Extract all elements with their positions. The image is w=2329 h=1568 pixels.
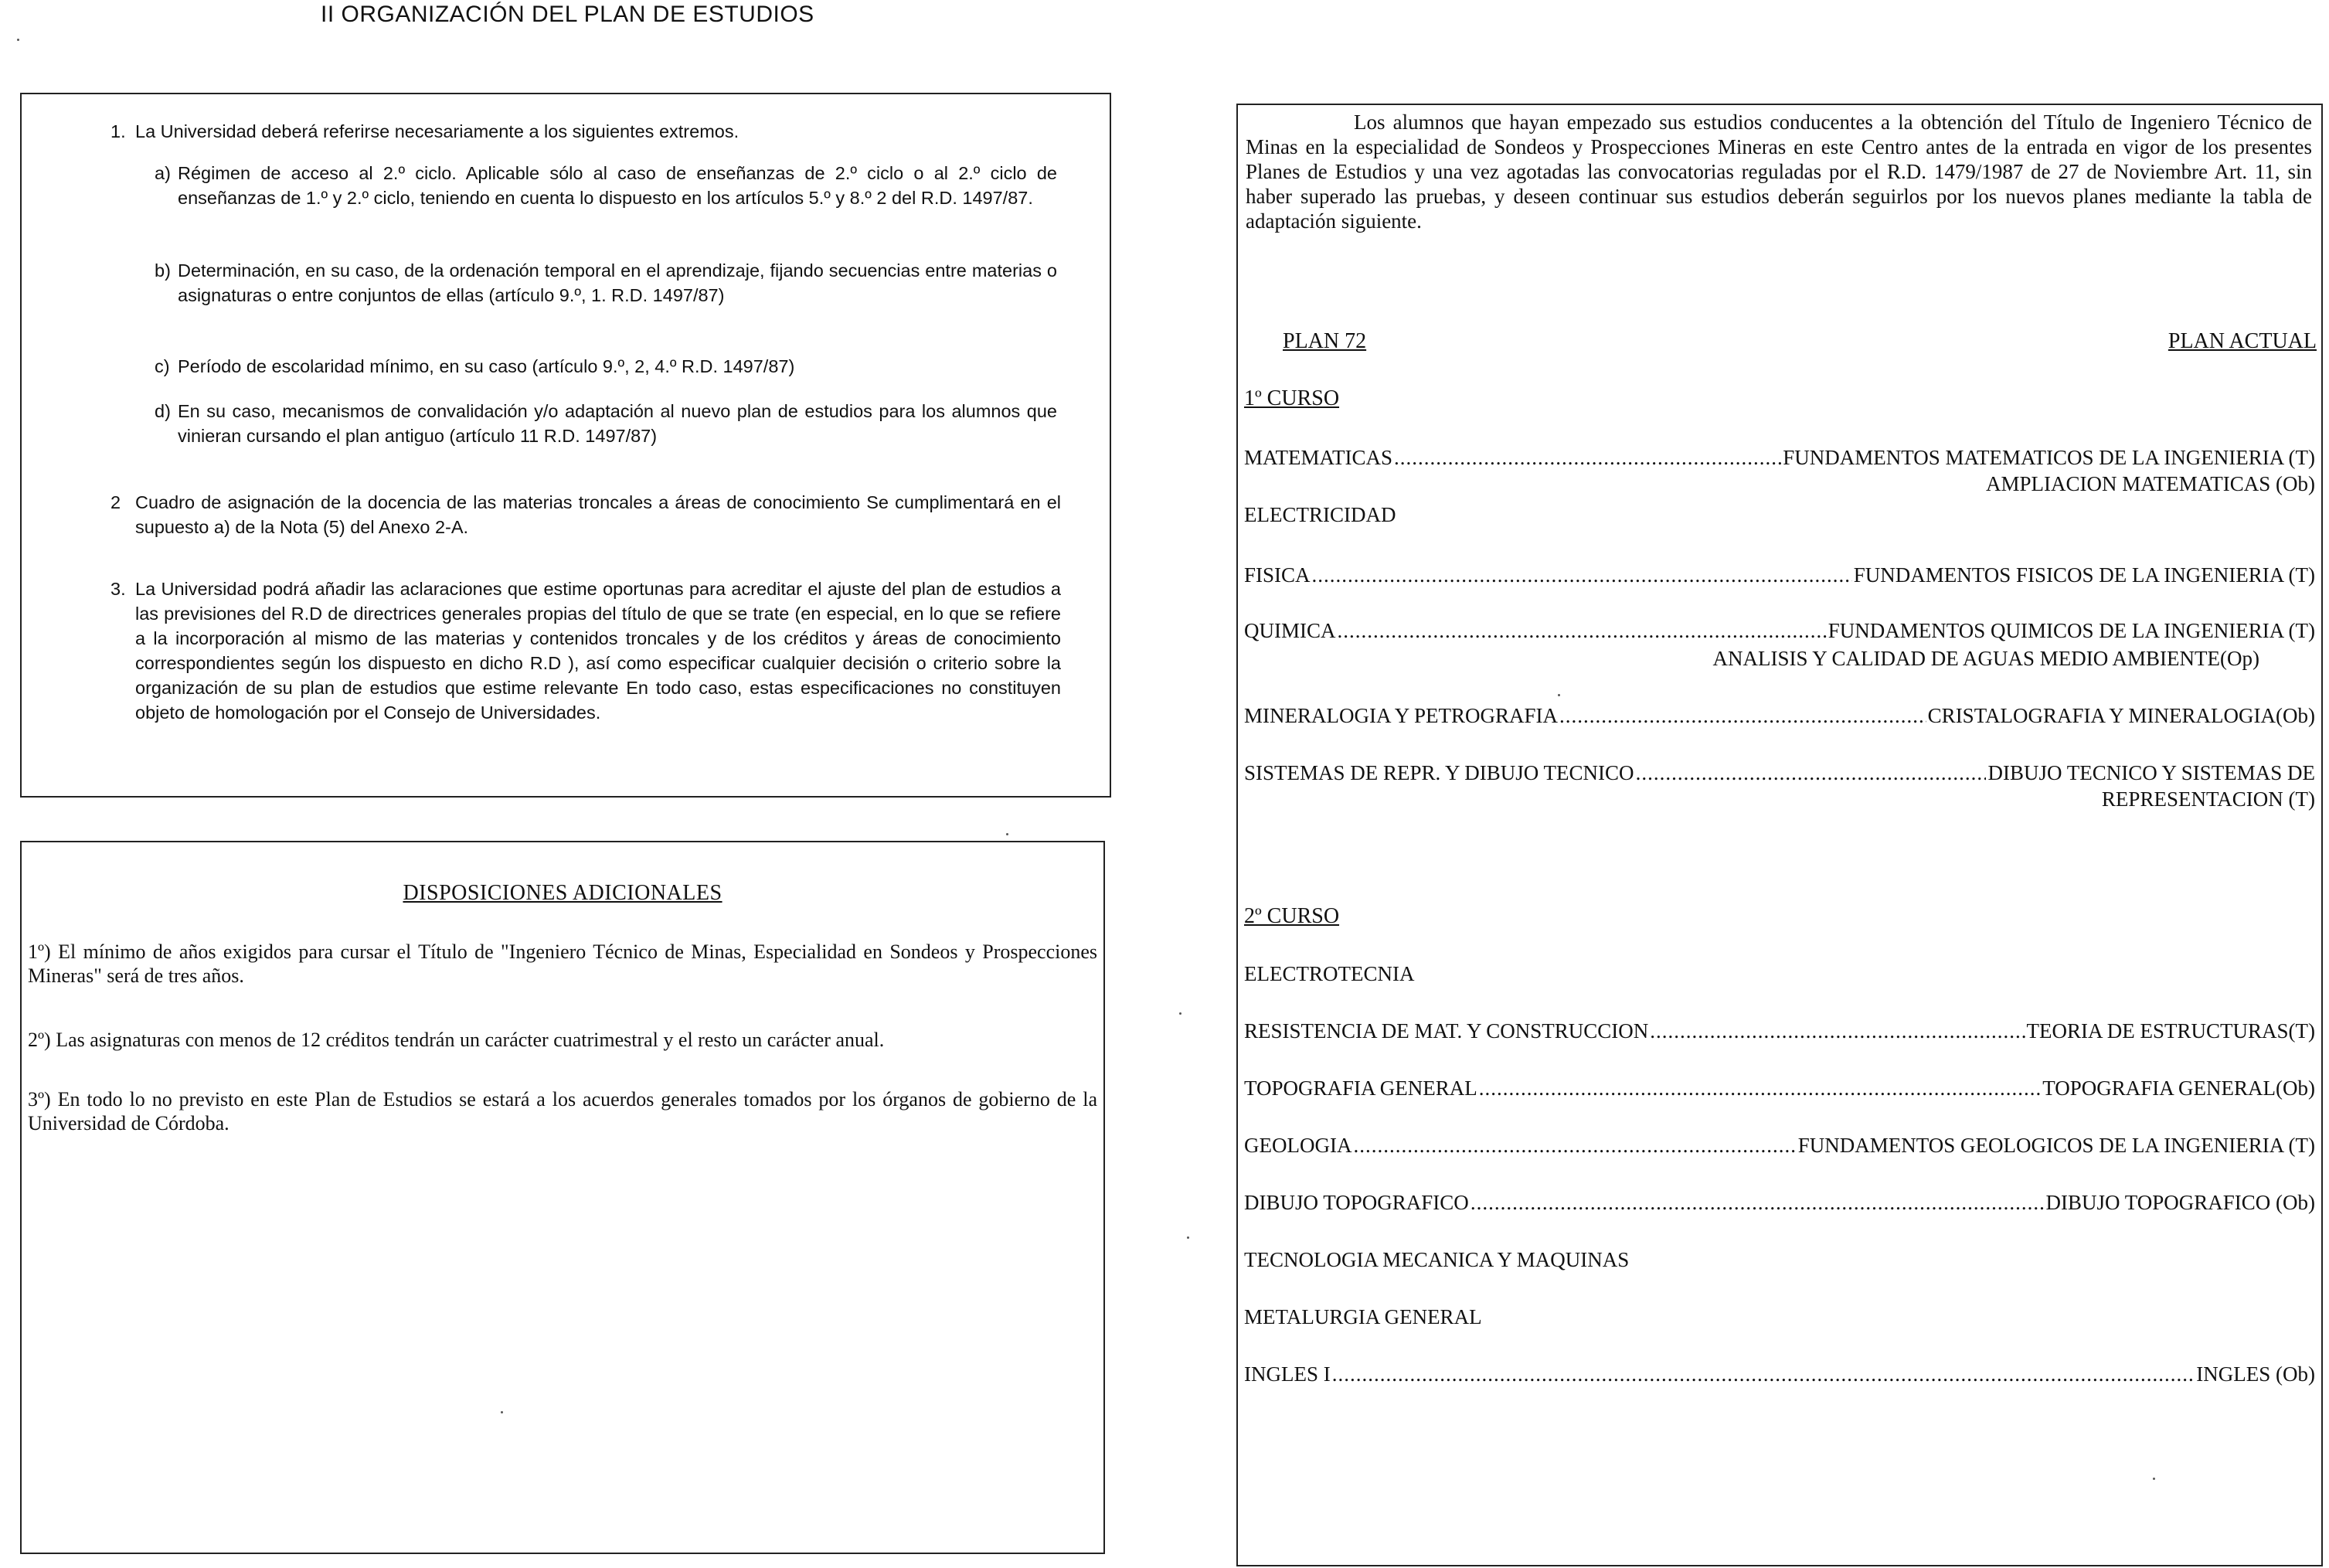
org-subitem-text: Régimen de acceso al 2.º ciclo. Aplicable sólo al caso de enseñanzas de 2.º ciclo o al 2.º ciclo de enseñanzas de 1.º y 2.º ciclo, teniendo en cuenta lo dispuesto en los artículos 5.º y 8.º 2 del R.D. 1497/87. (178, 163, 1057, 208)
leader-dots (1470, 1190, 2045, 1215)
plan-new-subject: DIBUJO TOPOGRAFICO (Ob) (2045, 1191, 2315, 1214)
disposicion-2: 2º) Las asignaturas con menos de 12 créditos tendrán un carácter cuatrimestral y el resto un carácter anual. (28, 1029, 885, 1051)
organization-box (20, 93, 1111, 798)
scan-speck (2153, 1478, 2155, 1480)
plan-old-subject: DIBUJO TOPOGRAFICO (1244, 1191, 1469, 1214)
org-item-text: La Universidad podrá añadir las aclaraciones que estime oportunas para acreditar el ajuste del plan de estudios a las previsiones del R.D de directrices generales propias del título de que se trate (en especial, en lo que se refiere a la incorporación al mismo de las materias y contenidos troncales y de los créditos y áreas de conocimiento correspondientes según los dispuesto en dicho R.D ), así como especificar cualquier decisión o criterio sobre la organización de su plan de estudios que estime relevante En todo caso, estas especificaciones no constituyen objeto de homologación por el Consejo de Universidades. (135, 579, 1061, 723)
plan-new-subject: INGLES (Ob) (2196, 1362, 2315, 1386)
scan-speck (1006, 833, 1008, 835)
plan-new-subject: CRISTALOGRAFIA Y MINERALOGIA(Ob) (1927, 704, 2315, 727)
plan-old-subject: MINERALOGIA Y PETROGRAFIA (1244, 704, 1559, 727)
leader-dots (1338, 618, 1827, 643)
org-subitem-label: a) (155, 163, 171, 183)
adaptation-box (1236, 104, 2323, 1566)
curso-2-heading: 2º CURSO (1244, 904, 1340, 928)
org-item-text: La Universidad deberá referirse necesariamente a los siguientes extremos. (135, 121, 740, 141)
table-row (1244, 1190, 2315, 1215)
table-row (1244, 760, 2315, 785)
org-item-number: 3. (110, 579, 126, 599)
org-subitem-label: d) (155, 401, 171, 421)
org-item-text: Cuadro de asignación de la docencia de las materias troncales a áreas de conocimiento Se cumplimentará en el supuesto a) de la Nota (5) del Anexo 2-A. (135, 492, 1061, 537)
plan-old-subject: TECNOLOGIA MECANICA Y MAQUINAS (1244, 1248, 1630, 1271)
plan-new-heading: PLAN ACTUAL (2168, 329, 2317, 353)
leader-dots (1312, 563, 1852, 587)
org-item-number: 2 (110, 492, 121, 512)
leader-dots (1353, 1133, 1796, 1158)
plan-new-subject: TEORIA DE ESTRUCTURAS(T) (2026, 1019, 2315, 1042)
org-subitem-text: En su caso, mecanismos de convalidación y/o adaptación al nuevo plan de estudios para los alumnos que vinieran cursando el plan antiguo (artículo 11 R.D. 1497/87) (178, 401, 1057, 446)
scan-speck (1558, 694, 1560, 696)
plan-new-subject: FUNDAMENTOS GEOLOGICOS DE LA INGENIERIA (T) (1797, 1134, 2315, 1157)
plan-old-subject: ELECTROTECNIA (1244, 962, 1415, 985)
org-subitem-text: Período de escolaridad mínimo, en su caso (artículo 9.º, 2, 4.º R.D. 1497/87) (178, 356, 795, 376)
plan-new-subject-extra: REPRESENTACION (T) (2101, 787, 2315, 811)
plan-old-subject: GEOLOGIA (1244, 1134, 1352, 1157)
leader-dots (1394, 445, 1781, 470)
plan-old-subject: MATEMATICAS (1244, 446, 1393, 469)
plan-new-subject: FUNDAMENTOS QUIMICOS DE LA INGENIERIA (T) (1828, 619, 2315, 642)
table-row (1244, 703, 2315, 728)
curso-1-heading: 1º CURSO (1244, 386, 1340, 410)
plan-old-subject: METALURGIA GENERAL (1244, 1305, 1482, 1328)
leader-dots (1332, 1362, 2195, 1386)
table-row (1244, 563, 2315, 587)
table-row (1244, 1019, 2315, 1043)
leader-dots (1636, 760, 1987, 785)
table-row (1244, 445, 2315, 470)
plan-old-subject: TOPOGRAFIA GENERAL (1244, 1077, 1477, 1100)
org-subitem-label: c) (155, 356, 170, 376)
org-subitem-label: b) (155, 260, 171, 281)
table-row (1244, 1076, 2315, 1100)
leader-dots (1479, 1076, 2041, 1100)
scan-speck (17, 39, 19, 41)
scan-speck (1179, 1012, 1182, 1015)
plan-new-subject-extra: ANALISIS Y CALIDAD DE AGUAS MEDIO AMBIENTE(Op) (1712, 647, 2259, 670)
plan-new-subject: TOPOGRAFIA GENERAL(Ob) (2042, 1077, 2315, 1100)
plan-old-subject: QUIMICA (1244, 619, 1336, 642)
org-item-number: 1. (110, 121, 126, 141)
plan-old-subject: SISTEMAS DE REPR. Y DIBUJO TECNICO (1244, 761, 1634, 784)
org-subitem-text: Determinación, en su caso, de la ordenación temporal en el aprendizaje, fijando secuencias entre materias o asignaturas o entre conjuntos de ellas (artículo 9.º, 1. R.D. 1497/87) (178, 260, 1057, 305)
table-row (1244, 618, 2315, 643)
page-title: II ORGANIZACIÓN DEL PLAN DE ESTUDIOS (321, 2, 814, 27)
leader-dots (1559, 703, 1926, 728)
disposiciones-heading: DISPOSICIONES ADICIONALES (403, 881, 722, 905)
plan-old-heading: PLAN 72 (1283, 329, 1367, 353)
disposicion-1: 1º) El mínimo de años exigidos para cursar el Título de "Ingeniero Técnico de Minas, Especialidad en Sondeos y Prospecciones Mineras" será de tres años. (28, 940, 1097, 987)
table-row (1244, 1133, 2315, 1158)
table-row (1244, 1362, 2315, 1386)
disposicion-3: 3º) En todo lo no previsto en este Plan de Estudios se estará a los acuerdos generales tomados por los órganos de gobierno de la Universidad de Córdoba. (28, 1088, 1097, 1134)
plan-old-subject: ELECTRICIDAD (1244, 503, 1396, 526)
plan-new-subject-extra: AMPLIACION MATEMATICAS (Ob) (1985, 472, 2315, 495)
plan-new-subject: FUNDAMENTOS MATEMATICOS DE LA INGENIERIA (T) (1783, 446, 2315, 469)
scan-speck (1187, 1236, 1189, 1239)
disposiciones-box (20, 841, 1105, 1554)
plan-old-subject: RESISTENCIA DE MAT. Y CONSTRUCCION (1244, 1019, 1649, 1042)
plan-old-subject: FISICA (1244, 563, 1311, 587)
scan-speck (501, 1411, 503, 1413)
plan-new-subject: DIBUJO TECNICO Y SISTEMAS DE (1987, 761, 2315, 784)
plan-old-subject: INGLES I (1244, 1362, 1331, 1386)
plan-new-subject: FUNDAMENTOS FISICOS DE LA INGENIERIA (T) (1853, 563, 2315, 587)
adaptation-intro: Los alumnos que hayan empezado sus estudios conducentes a la obtención del Título de Ingeniero Técnico de Minas en la especialidad de Sondeos y Prospecciones Mineras en este Centro antes de la entrada en vigor de los presentes Planes de Estudios y una vez agotadas las convocatorias reguladas por el R.D. 1479/1987 de 27 de Noviembre Art. 11, sin haber superado las pruebas, y deseen continuar sus estudios deberán seguirlos por los nuevos planes mediante la tabla de adaptación siguiente. (1246, 111, 2312, 233)
leader-dots (1650, 1019, 2025, 1043)
